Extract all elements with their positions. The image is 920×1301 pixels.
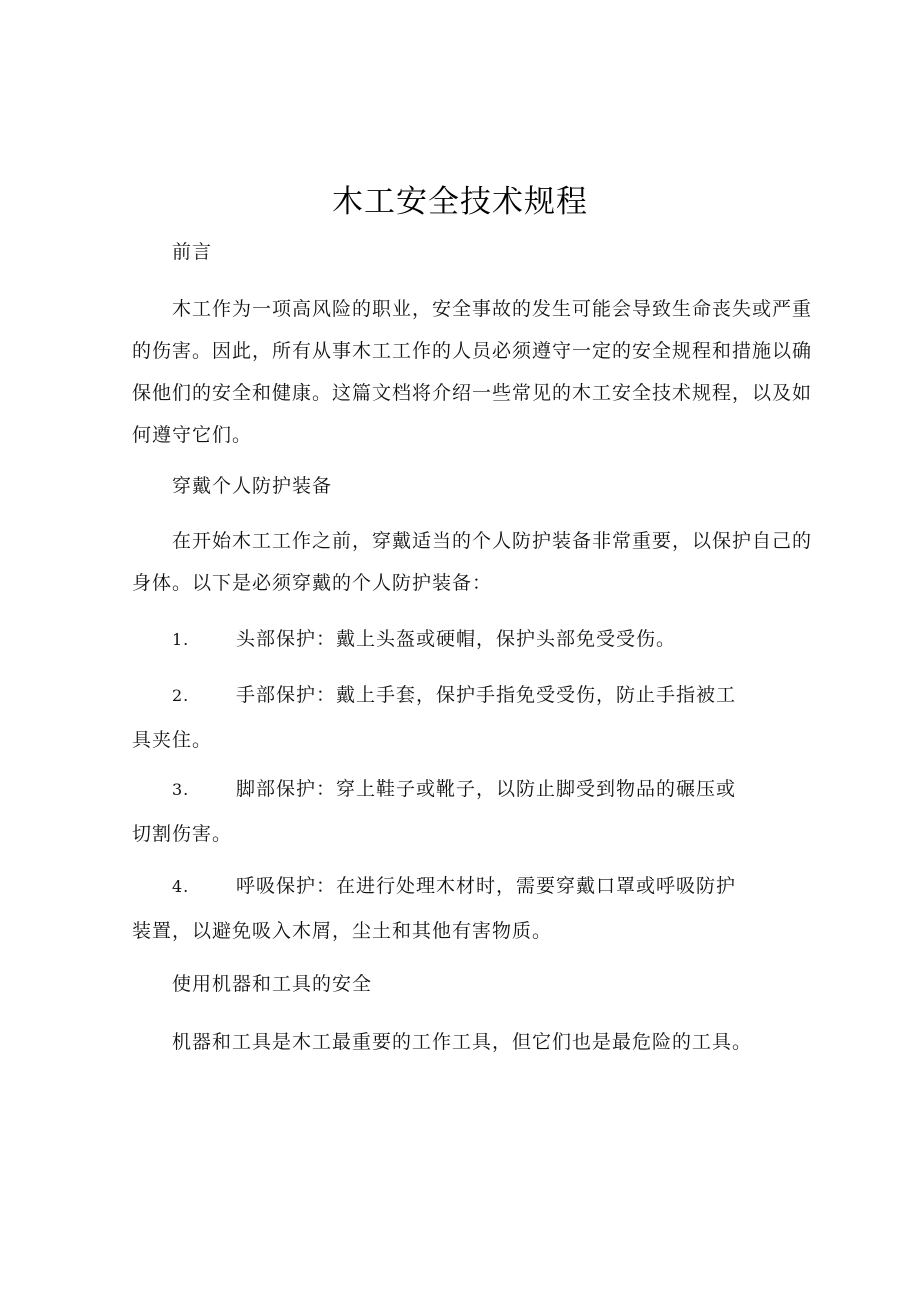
list-item-number: 1.: [172, 630, 190, 649]
list-item: [132, 617, 752, 662]
list-item: [132, 864, 752, 953]
list-item-number: 2.: [172, 686, 190, 705]
list-item-text: 脚部保护：穿上鞋子或靴子，以防止脚受到物品的碾压或切割伤害。: [132, 778, 737, 845]
document-title: 木工安全技术规程: [332, 184, 588, 220]
section-heading-ppe: 穿戴个人防护装备: [172, 475, 333, 497]
section-heading-machine-safety: 使用机器和工具的安全: [172, 973, 373, 995]
paragraph-preface: 木工作为一项高风险的职业，安全事故的发生可能会导致生命丧失或严重的伤害。因此，所有从事木工工作的人员必须遵守一定的安全规程和措施以确保他们的安全和健康。这篇文档将介绍一些常见的木工安全技术规程，以及如何遵守它们。: [132, 298, 813, 446]
section-heading-preface: 前言: [172, 241, 213, 263]
list-item-text: 头部保护：戴上头盔或硬帽，保护头部免受受伤。: [236, 628, 677, 650]
list-item: [132, 673, 752, 762]
paragraph-ppe-intro: 在开始木工工作之前，穿戴适当的个人防护装备非常重要，以保护自己的身体。以下是必须穿戴的个人防护装备：: [132, 530, 813, 594]
list-item-number: 4.: [172, 877, 190, 896]
paragraph-machine-safety: 机器和工具是木工最重要的工作工具，但它们也是最危险的工具。: [172, 1031, 753, 1053]
list-item-text: 呼吸保护：在进行处理木材时，需要穿戴口罩或呼吸防护装置，以避免吸入木屑，尘土和其他有害物质。: [132, 875, 737, 942]
list-item-text: 手部保护：戴上手套，保护手指免受受伤，防止手指被工具夹住。: [132, 684, 737, 751]
list-item: [132, 767, 752, 856]
list-item-number: 3.: [172, 780, 190, 799]
